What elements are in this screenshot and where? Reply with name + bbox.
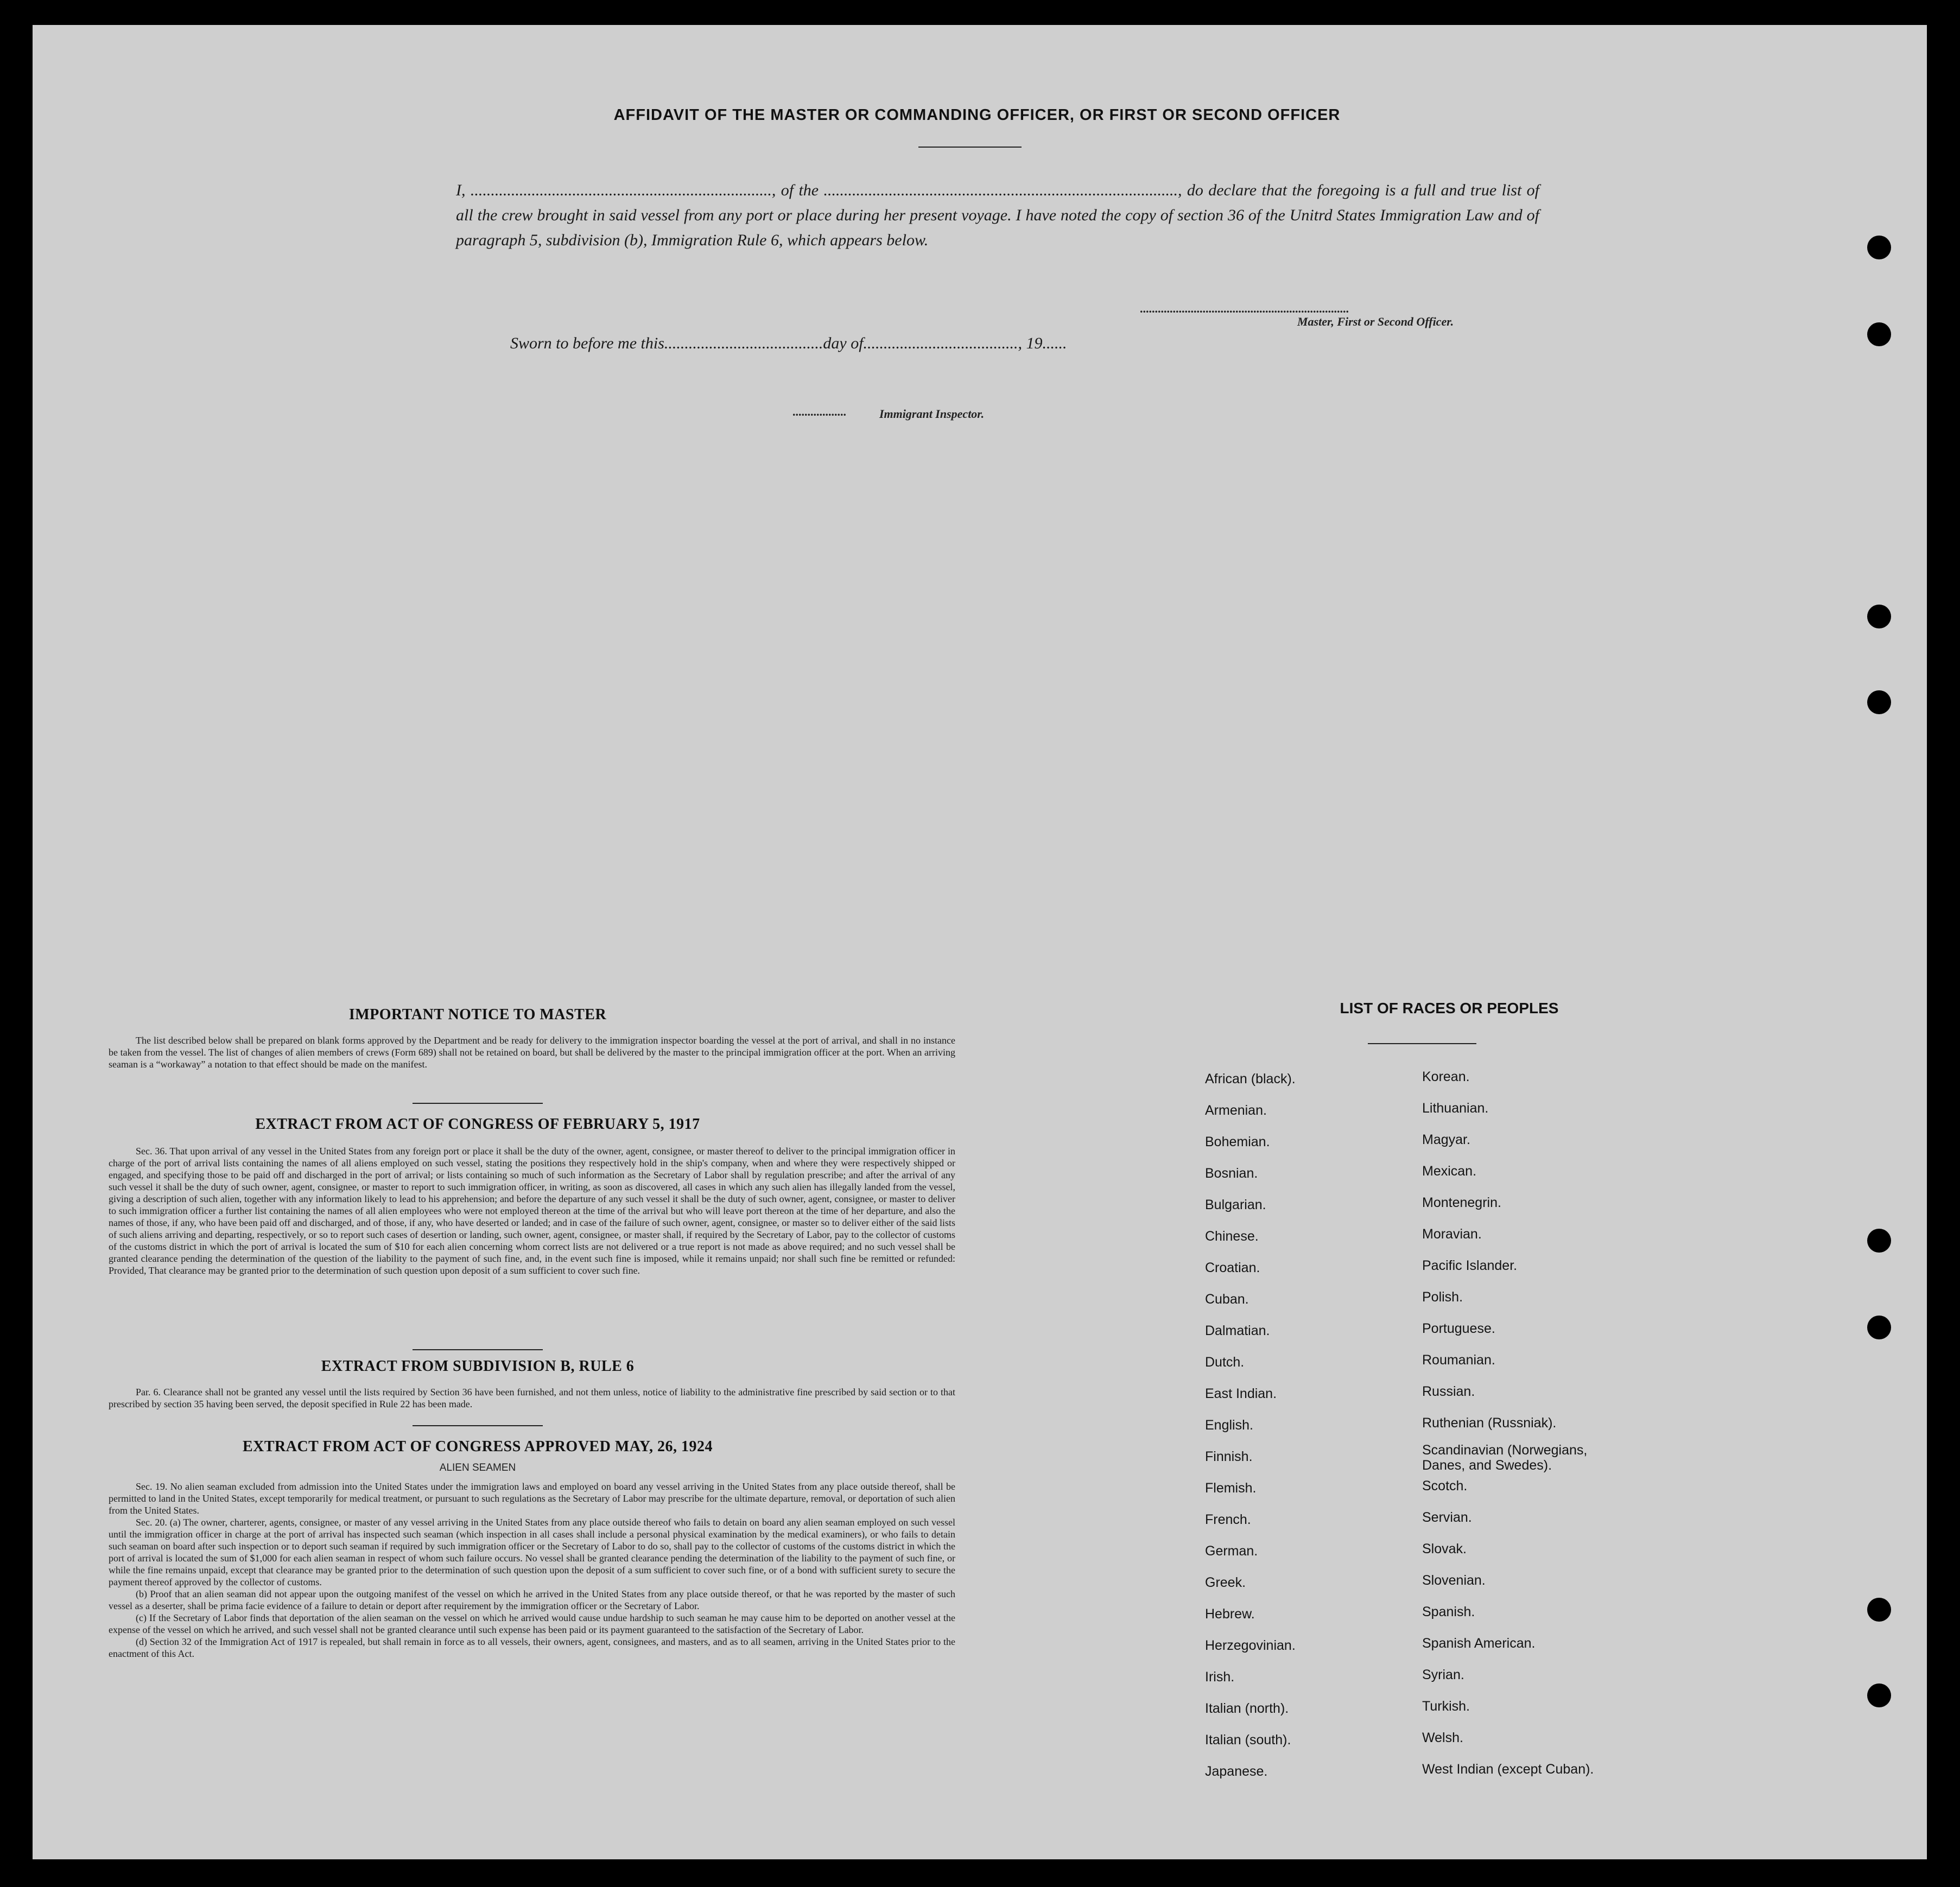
binder-hole	[1867, 605, 1891, 628]
race-item: West Indian (except Cuban).	[1422, 1762, 1594, 1777]
binder-hole	[1867, 236, 1891, 259]
race-item: Magyar.	[1422, 1132, 1470, 1147]
affidavit-title: AFFIDAVIT OF THE MASTER OR COMMANDING OFFICER, OR FIRST OR SECOND OFFICER	[613, 106, 1341, 124]
race-item: Slovak.	[1422, 1541, 1467, 1556]
race-item: Croatian.	[1205, 1260, 1260, 1275]
section-divider	[413, 1425, 543, 1426]
race-item: French.	[1205, 1512, 1251, 1527]
master-signature-label: Master, First or Second Officer.	[1297, 315, 1454, 328]
races-title: LIST OF RACES OR PEOPLES	[1340, 1000, 1559, 1016]
section-divider	[413, 1349, 543, 1350]
rule6-text: Par. 6. Clearance shall not be granted any vessel until the lists required by Section 36 have been furnished, and not them unless, notice of liability to the administrative fine prescribed by said section or to that prescribed by section 35 having been served, the deposit specified in Rule 22 has been made.	[109, 1387, 955, 1409]
race-item: Italian (north).	[1205, 1701, 1289, 1716]
sec-20c-paragraph: (c) If the Secretary of Labor finds that deportation of the alien seaman on the vessel on which he arrived would cause undue hardship to such seaman he may cause him to be deported on another vessel at the expense of the vessel on which he arrived, and such vessel shall not be granted clearance until such expense has been paid or its payment guaranteed to the satisfaction of the Secretary of Labor.	[109, 1612, 955, 1635]
sworn-line: Sworn to before me this.......................................day of......................................, 19......	[510, 334, 1067, 352]
inspector-signature-line[interactable]: ..................	[792, 405, 846, 418]
race-item: German.	[1205, 1543, 1258, 1559]
race-item: Bosnian.	[1205, 1166, 1258, 1181]
race-item: English.	[1205, 1418, 1253, 1433]
race-item: Servian.	[1422, 1510, 1472, 1525]
race-item: Chinese.	[1205, 1229, 1259, 1244]
master-signature-line[interactable]: ......................................................................	[1140, 302, 1349, 315]
race-item: Irish.	[1205, 1669, 1235, 1685]
extract-1917-text: Sec. 36. That upon arrival of any vessel in the United States from any foreign port or place it shall be the duty of the owner, agent, consignee, or master thereof to deliver to the principal immigration officer in charge of the port of arrival lists containing the names of all aliens employed on such vessel, stating the positions they respectively hold in the ship's company, when and where they were respectively shipped or engaged, and specifying those to be paid off and discharged in the port of arrival; or lists containing so much of such information as the Secretary of Labor shall by regulation prescribe; and after the arrival of any such vessel it shall be the duty of such owner, agent, consignee, or master to report to such immigration officer, in writing, as soon as discovered, all cases in which any such alien has illegally landed from the vessel, giving a description of such alien, together with any information likely to lead to his apprehension; and before the departure of any such vessel it shall be the duty of such owner, agent, consignee, or master to deliver to such immigration officer a further list containing the names of all alien employees who were not employed thereon at the time of the arrival but who will leave port thereon at the time of her departure, and also the names of those, if any, who have been paid off and discharged, and of those, if any, who have deserted or landed; and in case of the failure of such owner, agent, consignee, or master so to deliver either of the said lists of such aliens arriving and departing, respectively, or so to report such cases of desertion or landing, such owner, agent, consignee, or master shall, if required by the Secretary of Labor, pay to the collector of customs of the customs district in which the port of arrival is located the sum of $10 for each alien concerning whom correct lists are not delivered or a true report is not made as above required; and no such vessel shall be granted clearance pending the determination of the question of the liability to the payment of such fine, and, in the event such fine is imposed, while it remains unpaid; nor shall such fine be remitted or refunded: Provided, That clearance may be granted prior to the determination of such question upon deposit of a sum sufficient to cover such fine.	[109, 1146, 955, 1276]
notice-title: IMPORTANT NOTICE TO MASTER	[348, 1006, 607, 1023]
race-item: Korean.	[1422, 1069, 1470, 1084]
binder-hole	[1867, 1683, 1891, 1707]
binder-hole	[1867, 690, 1891, 714]
race-item: Montenegrin.	[1422, 1195, 1501, 1210]
rule6-title: EXTRACT FROM SUBDIVISION B, RULE 6	[321, 1358, 635, 1375]
race-item: Roumanian.	[1422, 1352, 1495, 1368]
race-item: Flemish.	[1205, 1481, 1257, 1496]
binder-hole	[1867, 322, 1891, 346]
race-item: Scotch.	[1422, 1478, 1468, 1494]
race-item: Bohemian.	[1205, 1134, 1270, 1149]
race-item: Syrian.	[1422, 1667, 1464, 1682]
binder-hole	[1867, 1316, 1891, 1339]
affidavit-declaration: I, .........................................................................., of the ......................................................................................., do declare that the foregoing is a full and true list of all the crew brought in said vessel from any port or place during her present voyage. I have noted the copy of section 36 of the Unitrd States Immigration Law and of paragraph 5, subdivision (b), Immigration Rule 6, which appears below.	[456, 181, 1539, 249]
race-item: Bulgarian.	[1205, 1197, 1266, 1212]
race-item: Cuban.	[1205, 1292, 1249, 1307]
race-item: Armenian.	[1205, 1103, 1267, 1118]
sec-20b-paragraph: (b) Proof that an alien seaman did not appear upon the outgoing manifest of the vessel on which he arrived in the United States from any place outside thereof, or that he was reported by the master of such vessel as a deserter, shall be prima facie evidence of a failure to detain or deport after requirement by the immigration officer or the Secretary of Labor.	[109, 1589, 955, 1611]
race-item: Italian (south).	[1205, 1732, 1291, 1748]
section-divider	[413, 1103, 543, 1104]
race-item: Greek.	[1205, 1575, 1246, 1590]
race-item: Pacific Islander.	[1422, 1258, 1518, 1273]
race-item: African (black).	[1205, 1071, 1296, 1087]
races-title-rule	[1368, 1043, 1476, 1044]
race-item: Japanese.	[1205, 1764, 1268, 1779]
race-item: Spanish.	[1422, 1604, 1475, 1619]
race-item: Moravian.	[1422, 1227, 1482, 1242]
race-item: Spanish American.	[1422, 1636, 1536, 1651]
sec-19-paragraph: Sec. 19. No alien seaman excluded from admission into the United States under the immigration laws and employed on board any vessel arriving in the United States from any place outside thereof, shall be permitted to land in the United States, except temporarily for medical treatment, or pursuant to such regulations as the Secretary of Labor may prescribe for the ultimate departure, removal, or deportation of such alien from the United States.	[109, 1481, 955, 1516]
race-item: Dalmatian.	[1205, 1323, 1270, 1338]
sec-20a-paragraph: Sec. 20. (a) The owner, charterer, agents, consignee, or master of any vessel arriving in the United States from any place outside thereof who fails to detain on board any alien seaman employed on such vessel until the immigration officer in charge at the port of arrival has inspected such seaman (which inspection in all cases shall include a personal physical examination by the medical examiners), or who fails to detain such seaman on board after such inspection or to deport such seaman if required by such immigration officer or the Secretary of Labor to do so, shall pay to the collector of customs of the customs district in which the port of arrival is located the sum of $1,000 for each alien seaman in respect of whom such failure occurs. No vessel shall be granted clearance pending the determination of the liability to the payment of such fine, or while the fine remains unpaid, except that clearance may be granted prior to the determination of such question upon the deposit of a sum sufficient to cover such fine, or of a bond with sufficient surety to secure the payment thereof approved by the collector of customs.	[109, 1517, 955, 1587]
extract-1924-text	[109, 1481, 955, 1660]
sec-20d-paragraph: (d) Section 32 of the Immigration Act of 1917 is repealed, but shall remain in force as to all vessels, their owners, agent, consignees, and masters, and as to all seamen, arriving in the United States prior to the enactment of this Act.	[109, 1636, 955, 1659]
race-item: Ruthenian (Russniak).	[1422, 1415, 1557, 1431]
race-item: Hebrew.	[1205, 1606, 1255, 1622]
race-item: Dutch.	[1205, 1355, 1245, 1370]
race-item: Russian.	[1422, 1384, 1475, 1399]
form-back-page	[33, 25, 1927, 1859]
notice-text: The list described below shall be prepared on blank forms approved by the Department and be ready for delivery to the immigration inspector boarding the vessel at the port of arrival, and shall in no instance be taken from the vessel. The list of changes of alien members of crews (Form 689) shall not be retained on board, but shall be delivered by the master to the principal immigration officer at the port. When an arriving seaman is a “workaway” a notation to that effect should be made on the manifest.	[109, 1035, 955, 1070]
race-item: Welsh.	[1422, 1730, 1463, 1745]
race-item: Herzegovinian.	[1205, 1638, 1296, 1653]
extract-1924-subtitle: ALIEN SEAMEN	[439, 1462, 516, 1473]
extract-1917-title: EXTRACT FROM ACT OF CONGRESS OF FEBRUARY 5, 1917	[255, 1116, 700, 1133]
race-item: Polish.	[1422, 1289, 1463, 1305]
binder-hole	[1867, 1229, 1891, 1253]
race-item: Portuguese.	[1422, 1321, 1495, 1336]
affidavit-title-rule	[918, 147, 1022, 148]
extract-1924-title: EXTRACT FROM ACT OF CONGRESS APPROVED MAY, 26, 1924	[242, 1438, 713, 1455]
race-item: East Indian.	[1205, 1386, 1277, 1401]
binder-hole	[1867, 1598, 1891, 1622]
race-item: Finnish.	[1205, 1449, 1253, 1464]
race-item: Lithuanian.	[1422, 1101, 1489, 1116]
inspector-signature-label: Immigrant Inspector.	[879, 407, 985, 421]
race-item: Mexican.	[1422, 1164, 1477, 1179]
race-item: Scandinavian (Norwegians, Danes, and Swedes).	[1422, 1443, 1588, 1473]
race-item: Slovenian.	[1422, 1573, 1486, 1588]
race-item: Turkish.	[1422, 1699, 1470, 1714]
